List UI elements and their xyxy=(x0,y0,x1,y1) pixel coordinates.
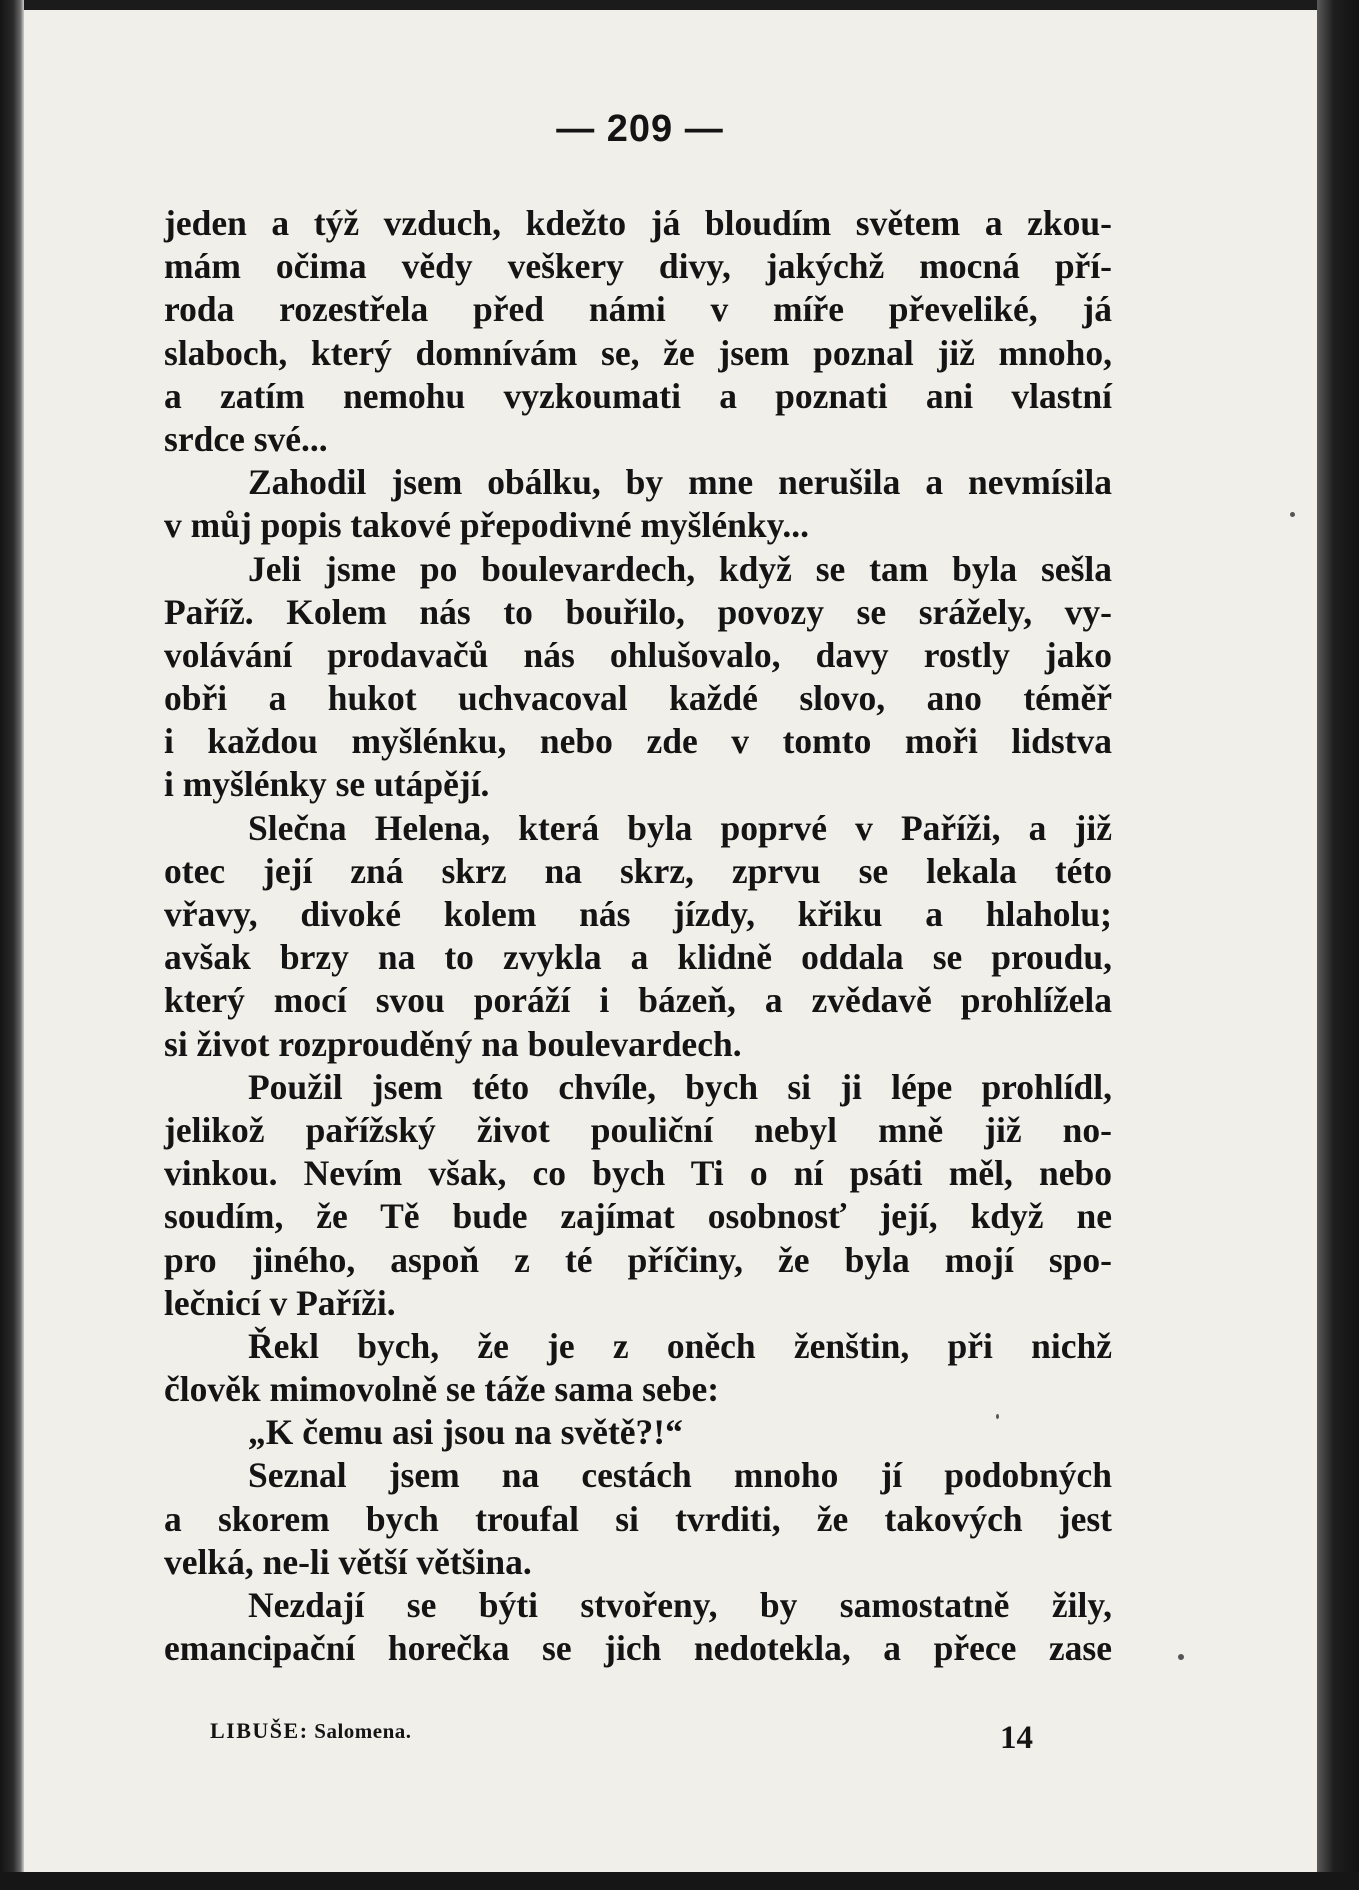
text-line: volávání prodavačů nás ohlušovalo, davy rostly jako xyxy=(164,634,1112,675)
footer-title: Salomena. xyxy=(314,1719,412,1743)
text-line: vinkou. Nevím však, co bych Ti o ní psáti měl, nebo xyxy=(164,1153,1112,1194)
text-line: Seznal jsem na cestách mnoho jí podobných xyxy=(248,1455,1112,1496)
footer-author: LIBUŠE: xyxy=(210,1718,309,1743)
text-line: velká, ne-li větší většina. xyxy=(164,1541,532,1582)
scan-left-edge xyxy=(0,0,24,1890)
text-line: Použil jsem této chvíle, bych si ji lépe prohlídl, xyxy=(248,1066,1112,1107)
text-line: Nezdají se býti stvořeny, by samostatně žily, xyxy=(248,1585,1112,1625)
scan-bottom-edge xyxy=(0,1872,1359,1890)
text-line: otec její zná skrz na skrz, zprvu se lekala této xyxy=(164,850,1112,891)
text-line: srdce své... xyxy=(164,418,328,459)
text-line: „K čemu asi jsou na světě?!“ xyxy=(248,1412,683,1453)
signature-mark: 14 xyxy=(1000,1720,1033,1756)
scan-speck xyxy=(996,1414,999,1419)
text-line: Zahodil jsem obálku, by mne nerušila a nevmísila xyxy=(248,462,1112,503)
text-line: člověk mimovolně se táže sama sebe: xyxy=(164,1369,720,1410)
scan-speck xyxy=(1290,512,1295,517)
text-line: Slečna Helena, která byla poprvé v Paříži, a již xyxy=(248,807,1112,848)
text-line: lečnicí v Paříži. xyxy=(164,1282,396,1323)
text-line: Jeli jsme po boulevardech, když se tam byla sešla xyxy=(248,548,1112,589)
body-text xyxy=(164,202,1112,1670)
scan-speck xyxy=(1178,1654,1184,1660)
text-line: vřavy, divoké kolem nás jízdy, křiku a hlaholu; xyxy=(164,894,1112,934)
text-line: a zatím nemohu vyzkoumati a poznati ani vlastní xyxy=(164,375,1112,416)
text-line: mám očima vědy veškery divy, jakýchž mocná pří- xyxy=(164,246,1112,287)
page-number: — 209 — xyxy=(556,108,724,150)
text-line: Paříž. Kolem nás to bouřilo, povozy se srážely, vy- xyxy=(164,591,1112,632)
text-line: roda rozestřela před námi v míře převeliké, já xyxy=(164,289,1112,330)
text-line: si život rozprouděný na boulevardech. xyxy=(164,1023,742,1064)
text-line: v můj popis takové přepodivné myšlénky... xyxy=(164,505,810,546)
text-line: soudím, že Tě bude zajímat osobnosť její, když ne xyxy=(164,1196,1112,1237)
text-line: Řekl bych, že je z oněch ženštin, při nichž xyxy=(248,1325,1112,1366)
text-line: jeden a týž vzduch, kdežto já bloudím světem a zkou- xyxy=(164,203,1112,243)
text-line: a skorem bych troufal si tvrditi, že takových jest xyxy=(164,1498,1112,1539)
text-line: obři a hukot uchvacoval každé slovo, ano téměř xyxy=(164,678,1112,719)
text-line: pro jiného, aspoň z té příčiny, že byla mojí spo- xyxy=(164,1239,1112,1280)
text-line: slaboch, který domnívám se, že jsem poznal již mnoho, xyxy=(164,332,1112,373)
text-line: který mocí svou poráží i bázeň, a zvědavě prohlížela xyxy=(164,980,1112,1021)
scan-right-edge xyxy=(1317,0,1359,1890)
text-line: jelikož pařížský život pouliční nebyl mně již no- xyxy=(164,1109,1112,1150)
text-line: i každou myšlénku, nebo zde v tomto moři lidstva xyxy=(164,721,1112,762)
text-line: emancipační horečka se jich nedotekla, a přece zase xyxy=(164,1628,1112,1669)
text-line: i myšlénky se utápějí. xyxy=(164,764,490,805)
text-line: avšak brzy na to zvykla a klidně oddala se proudu, xyxy=(164,937,1112,978)
footer-signature xyxy=(210,1718,412,1744)
